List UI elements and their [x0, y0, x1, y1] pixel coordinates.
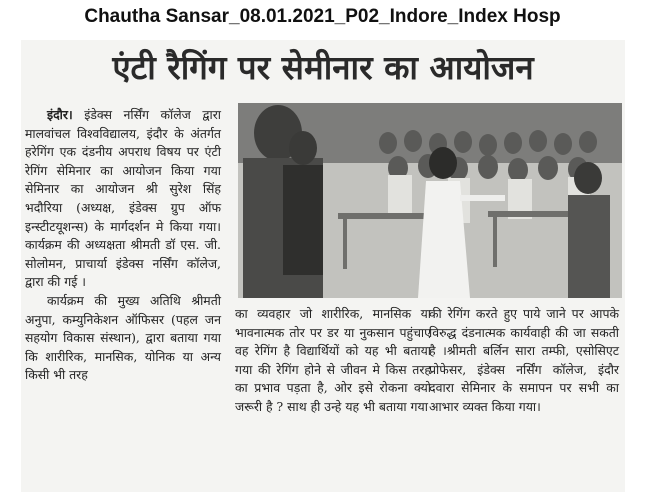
column-1-paragraph-1: इंडेक्स नर्सिंग कॉलेज द्वारा मालवांचल विश्वविद्यालय, इंदौर के अंतर्गत हरेगिंग एक दंडनीय अपराध विषय पर एंटी रेगिंग सेमिनार का आयोजन किया गया सेमिनार का आयोजन श्री सुरेश सिंह भदौरिया (अध्यक्ष, इंडेक्स ग्रुप ऑफ इन्स्टीटयूशन्स) के मार्गदर्शन मे किया गया। कार्यक्रम की अध्यक्षता श्रीमती डॉ एस. जी. सोलोमन, प्राचार्या इंडेक्स नर्सिंग कॉलेज, द्वारा की गई ।	[25, 107, 221, 290]
column-2-text: का व्यवहार जो शारीरिक, मानसिक या भावनात्मक तोर पर डर या नुकसान पहुंचाए वह रेगिंग है विद्यार्थियों को यह भी बताया गया की रेगिंग होने से जीवन मे किस तरह का प्रभाव पड़ता है, ओर इसे रोकना क्यो जरूरी है ? साथ ही उन्हे यह भी बताया गया	[235, 306, 431, 414]
article-column-3	[429, 305, 619, 417]
article-headline: एंटी रैगिंग पर सेमीनार का आयोजन	[112, 48, 534, 87]
article-column-1	[25, 106, 221, 385]
newspaper-clipping	[21, 40, 625, 492]
column-1-paragraph-2: कार्यक्रम की मुख्य अतिथि श्रीमती अनुपा, कम्युनिकेशन ऑफिसर (पहल जन सहयोग विकास संस्थान), द्वारा बताया गया कि शारीरिक, मानसिक, योनिक या अन्य किसी भी तरह	[25, 292, 221, 383]
clipping-caption: Chautha Sansar_08.01.2021_P02_Indore_Index Hosp	[84, 6, 561, 27]
column-3-text: की रेगिंग करते हुए पाये जाने पर आपके विरुद्ध दंडनात्मक कार्यवाही की जा सकती है ।श्रीमती बर्लिन सारा तम्फी, एसोसिएट प्रोफेसर, इंडेक्स नर्सिंग कॉलेज, इंदौर दवारा सेमिनार के समापन पर सभी का आभार व्यक्त किया गया।	[429, 306, 619, 414]
dateline: इंदौर।	[47, 107, 73, 122]
article-column-2	[235, 305, 431, 417]
seminar-photo	[238, 103, 622, 298]
